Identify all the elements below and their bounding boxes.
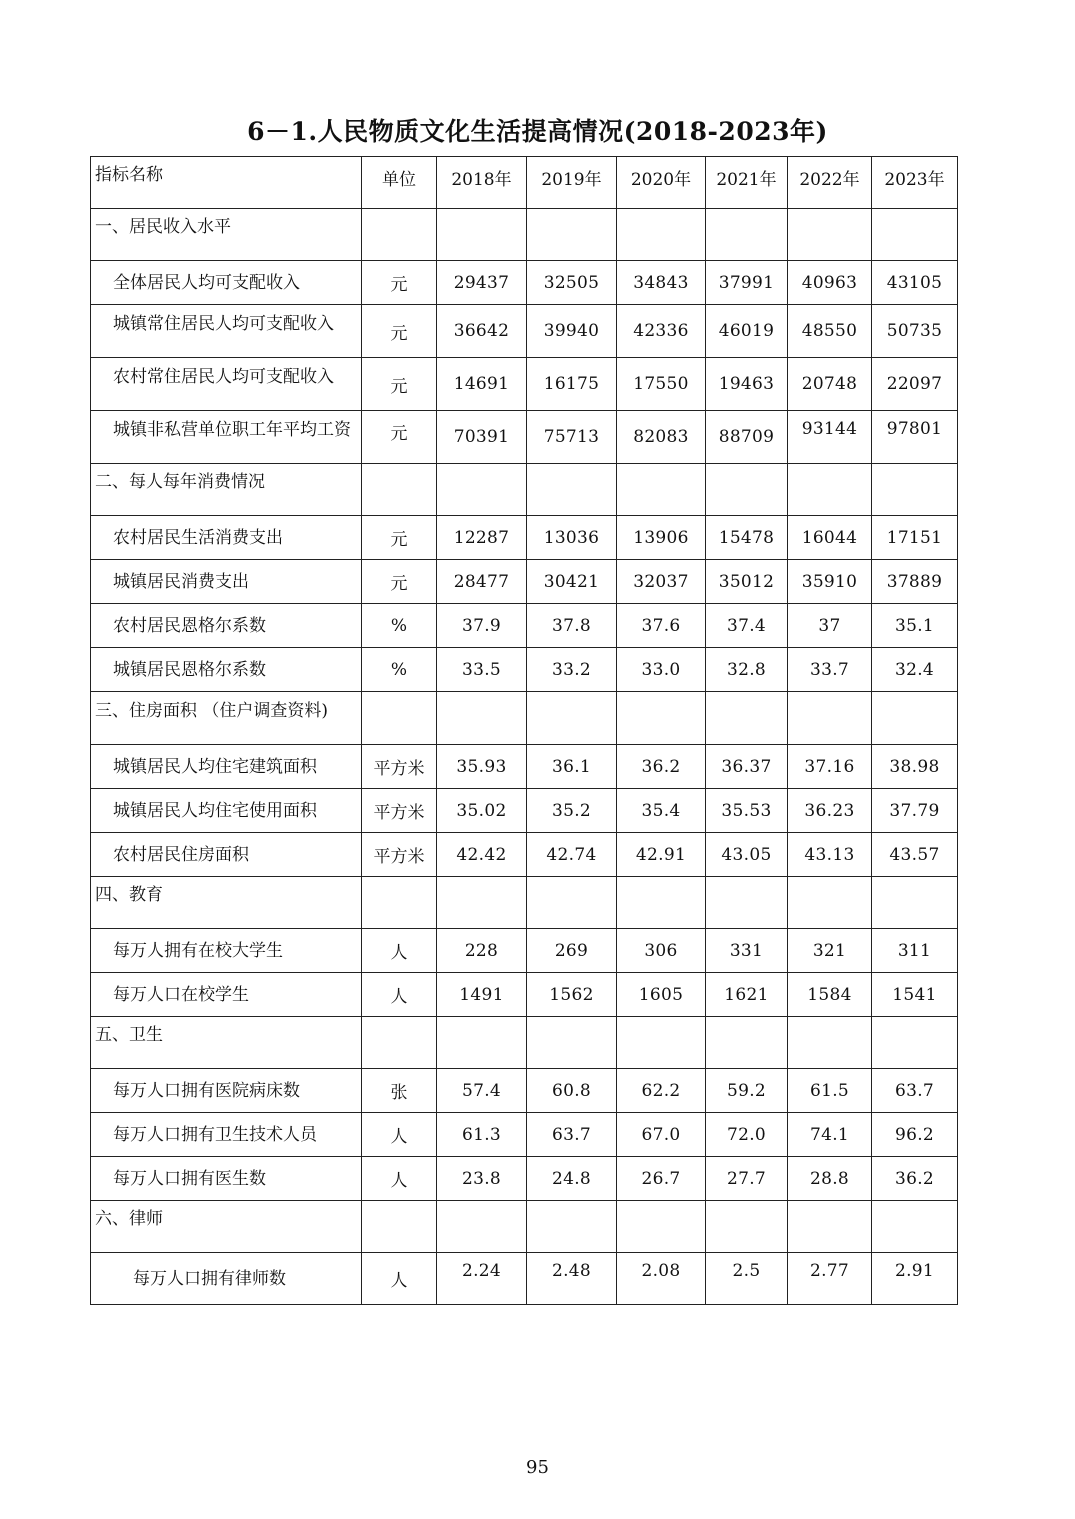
cell-value: 32037 [617, 560, 706, 604]
header-year: 2023年 [872, 157, 958, 209]
row-label: 城镇居民恩格尔系数 [91, 648, 362, 692]
row-label: 每万人口在校学生 [91, 973, 362, 1017]
cell-value: 228 [437, 929, 527, 973]
table-header-row [91, 157, 958, 209]
row-unit: 人 [362, 1253, 437, 1305]
table-row [91, 411, 958, 464]
cell-value: 28.8 [788, 1157, 872, 1201]
section-row [91, 1201, 958, 1253]
row-unit: 元 [362, 305, 437, 358]
cell-value: 2.77 [788, 1253, 872, 1305]
cell-value: 35.53 [706, 789, 788, 833]
cell-value: 20748 [788, 358, 872, 411]
cell-value: 306 [617, 929, 706, 973]
header-year: 2018年 [437, 157, 527, 209]
cell-value: 2.48 [527, 1253, 617, 1305]
cell-value: 61.5 [788, 1069, 872, 1113]
cell-value: 16175 [527, 358, 617, 411]
cell-value: 30421 [527, 560, 617, 604]
cell-value: 38.98 [872, 745, 958, 789]
cell-value: 37991 [706, 261, 788, 305]
row-unit: 元 [362, 261, 437, 305]
cell-value: 13906 [617, 516, 706, 560]
cell-value: 1541 [872, 973, 958, 1017]
table-row [91, 1069, 958, 1113]
header-year: 2019年 [527, 157, 617, 209]
table-row [91, 789, 958, 833]
cell-value: 88709 [706, 411, 788, 464]
cell-value: 96.2 [872, 1113, 958, 1157]
cell-value: 33.7 [788, 648, 872, 692]
table-row [91, 516, 958, 560]
row-label: 农村居民恩格尔系数 [91, 604, 362, 648]
cell-value: 82083 [617, 411, 706, 464]
header-year: 2020年 [617, 157, 706, 209]
cell-value: 1605 [617, 973, 706, 1017]
row-unit: 元 [362, 516, 437, 560]
cell-value: 16044 [788, 516, 872, 560]
cell-value: 74.1 [788, 1113, 872, 1157]
cell-value: 17550 [617, 358, 706, 411]
cell-value: 93144 [788, 411, 872, 464]
row-label: 城镇常住居民人均可支配收入 [91, 305, 362, 358]
cell-value: 43105 [872, 261, 958, 305]
row-unit: % [362, 648, 437, 692]
section-title: 二、每人每年消费情况 [91, 464, 362, 516]
cell-value: 2.5 [706, 1253, 788, 1305]
cell-value: 37.8 [527, 604, 617, 648]
cell-value: 36.1 [527, 745, 617, 789]
table-row [91, 1253, 958, 1305]
row-label: 城镇居民消费支出 [91, 560, 362, 604]
cell-value: 1621 [706, 973, 788, 1017]
row-unit: 人 [362, 929, 437, 973]
cell-value: 33.2 [527, 648, 617, 692]
cell-value: 37889 [872, 560, 958, 604]
cell-value: 2.24 [437, 1253, 527, 1305]
table-row [91, 745, 958, 789]
cell-value: 37.16 [788, 745, 872, 789]
cell-value: 22097 [872, 358, 958, 411]
row-label: 每万人口拥有卫生技术人员 [91, 1113, 362, 1157]
section-row [91, 464, 958, 516]
cell-value: 37.9 [437, 604, 527, 648]
table-row [91, 560, 958, 604]
section-title: 五、卫生 [91, 1017, 362, 1069]
cell-value: 35910 [788, 560, 872, 604]
cell-value: 48550 [788, 305, 872, 358]
header-unit: 单位 [362, 157, 437, 209]
cell-value: 36.37 [706, 745, 788, 789]
table-row [91, 929, 958, 973]
row-label: 每万人口拥有律师数 [91, 1253, 362, 1305]
row-unit: 人 [362, 973, 437, 1017]
cell-value: 32.8 [706, 648, 788, 692]
cell-value: 32.4 [872, 648, 958, 692]
section-row [91, 209, 958, 261]
row-label: 每万人口拥有医院病床数 [91, 1069, 362, 1113]
cell-value: 39940 [527, 305, 617, 358]
cell-value: 42.42 [437, 833, 527, 877]
cell-value: 36.2 [872, 1157, 958, 1201]
table-row [91, 1157, 958, 1201]
row-label: 城镇居民人均住宅建筑面积 [91, 745, 362, 789]
row-label: 每万人拥有在校大学生 [91, 929, 362, 973]
row-unit: 平方米 [362, 745, 437, 789]
cell-value: 1491 [437, 973, 527, 1017]
cell-value: 1584 [788, 973, 872, 1017]
cell-value: 37.6 [617, 604, 706, 648]
section-title: 四、教育 [91, 877, 362, 929]
cell-value: 63.7 [527, 1113, 617, 1157]
cell-value: 35012 [706, 560, 788, 604]
cell-value: 26.7 [617, 1157, 706, 1201]
cell-value: 27.7 [706, 1157, 788, 1201]
cell-value: 34843 [617, 261, 706, 305]
row-unit: 平方米 [362, 789, 437, 833]
cell-value: 42.91 [617, 833, 706, 877]
cell-value: 35.2 [527, 789, 617, 833]
table-row [91, 604, 958, 648]
cell-value: 15478 [706, 516, 788, 560]
section-row [91, 692, 958, 745]
cell-value: 70391 [437, 411, 527, 464]
cell-value: 37.4 [706, 604, 788, 648]
section-title: 三、住房面积 （住户调查资料) [91, 692, 362, 745]
cell-value: 59.2 [706, 1069, 788, 1113]
table-row [91, 648, 958, 692]
cell-value: 24.8 [527, 1157, 617, 1201]
cell-value: 75713 [527, 411, 617, 464]
cell-value: 37.79 [872, 789, 958, 833]
cell-value: 63.7 [872, 1069, 958, 1113]
cell-value: 43.13 [788, 833, 872, 877]
table-row [91, 305, 958, 358]
table-row [91, 261, 958, 305]
cell-value: 311 [872, 929, 958, 973]
cell-value: 32505 [527, 261, 617, 305]
section-row [91, 877, 958, 929]
header-year: 2021年 [706, 157, 788, 209]
cell-value: 50735 [872, 305, 958, 358]
row-label: 农村居民住房面积 [91, 833, 362, 877]
cell-value: 35.4 [617, 789, 706, 833]
cell-value: 61.3 [437, 1113, 527, 1157]
cell-value: 97801 [872, 411, 958, 464]
row-label: 农村居民生活消费支出 [91, 516, 362, 560]
page-number: 95 [526, 1457, 549, 1478]
cell-value: 33.0 [617, 648, 706, 692]
page-title: 6－1.人民物质文化生活提高情况(2018-2023年) [247, 117, 828, 146]
cell-value: 36.23 [788, 789, 872, 833]
section-title: 六、律师 [91, 1201, 362, 1253]
cell-value: 37 [788, 604, 872, 648]
cell-value: 12287 [437, 516, 527, 560]
row-label: 城镇居民人均住宅使用面积 [91, 789, 362, 833]
row-unit: 张 [362, 1069, 437, 1113]
row-label: 农村常住居民人均可支配收入 [91, 358, 362, 411]
cell-value: 28477 [437, 560, 527, 604]
header-year: 2022年 [788, 157, 872, 209]
row-label: 每万人口拥有医生数 [91, 1157, 362, 1201]
cell-value: 35.02 [437, 789, 527, 833]
row-unit: 元 [362, 560, 437, 604]
table-row [91, 973, 958, 1017]
cell-value: 67.0 [617, 1113, 706, 1157]
cell-value: 42.74 [527, 833, 617, 877]
cell-value: 13036 [527, 516, 617, 560]
cell-value: 19463 [706, 358, 788, 411]
statistics-table [90, 156, 958, 1305]
cell-value: 72.0 [706, 1113, 788, 1157]
header-name: 指标名称 [91, 157, 362, 209]
cell-value: 35.1 [872, 604, 958, 648]
cell-value: 23.8 [437, 1157, 527, 1201]
section-title: 一、居民收入水平 [91, 209, 362, 261]
cell-value: 60.8 [527, 1069, 617, 1113]
row-unit: 人 [362, 1113, 437, 1157]
row-unit: 人 [362, 1157, 437, 1201]
row-label: 城镇非私营单位职工年平均工资 [91, 411, 362, 464]
cell-value: 43.05 [706, 833, 788, 877]
table-row [91, 833, 958, 877]
row-unit: 元 [362, 358, 437, 411]
cell-value: 33.5 [437, 648, 527, 692]
cell-value: 40963 [788, 261, 872, 305]
cell-value: 35.93 [437, 745, 527, 789]
cell-value: 46019 [706, 305, 788, 358]
row-unit: 元 [362, 411, 437, 464]
section-row [91, 1017, 958, 1069]
cell-value: 62.2 [617, 1069, 706, 1113]
cell-value: 14691 [437, 358, 527, 411]
cell-value: 2.08 [617, 1253, 706, 1305]
cell-value: 269 [527, 929, 617, 973]
cell-value: 331 [706, 929, 788, 973]
cell-value: 2.91 [872, 1253, 958, 1305]
cell-value: 321 [788, 929, 872, 973]
cell-value: 36.2 [617, 745, 706, 789]
row-unit: 平方米 [362, 833, 437, 877]
row-label: 全体居民人均可支配收入 [91, 261, 362, 305]
cell-value: 1562 [527, 973, 617, 1017]
cell-value: 17151 [872, 516, 958, 560]
row-unit: % [362, 604, 437, 648]
cell-value: 29437 [437, 261, 527, 305]
cell-value: 42336 [617, 305, 706, 358]
cell-value: 57.4 [437, 1069, 527, 1113]
table-row [91, 1113, 958, 1157]
table-row [91, 358, 958, 411]
cell-value: 43.57 [872, 833, 958, 877]
cell-value: 36642 [437, 305, 527, 358]
